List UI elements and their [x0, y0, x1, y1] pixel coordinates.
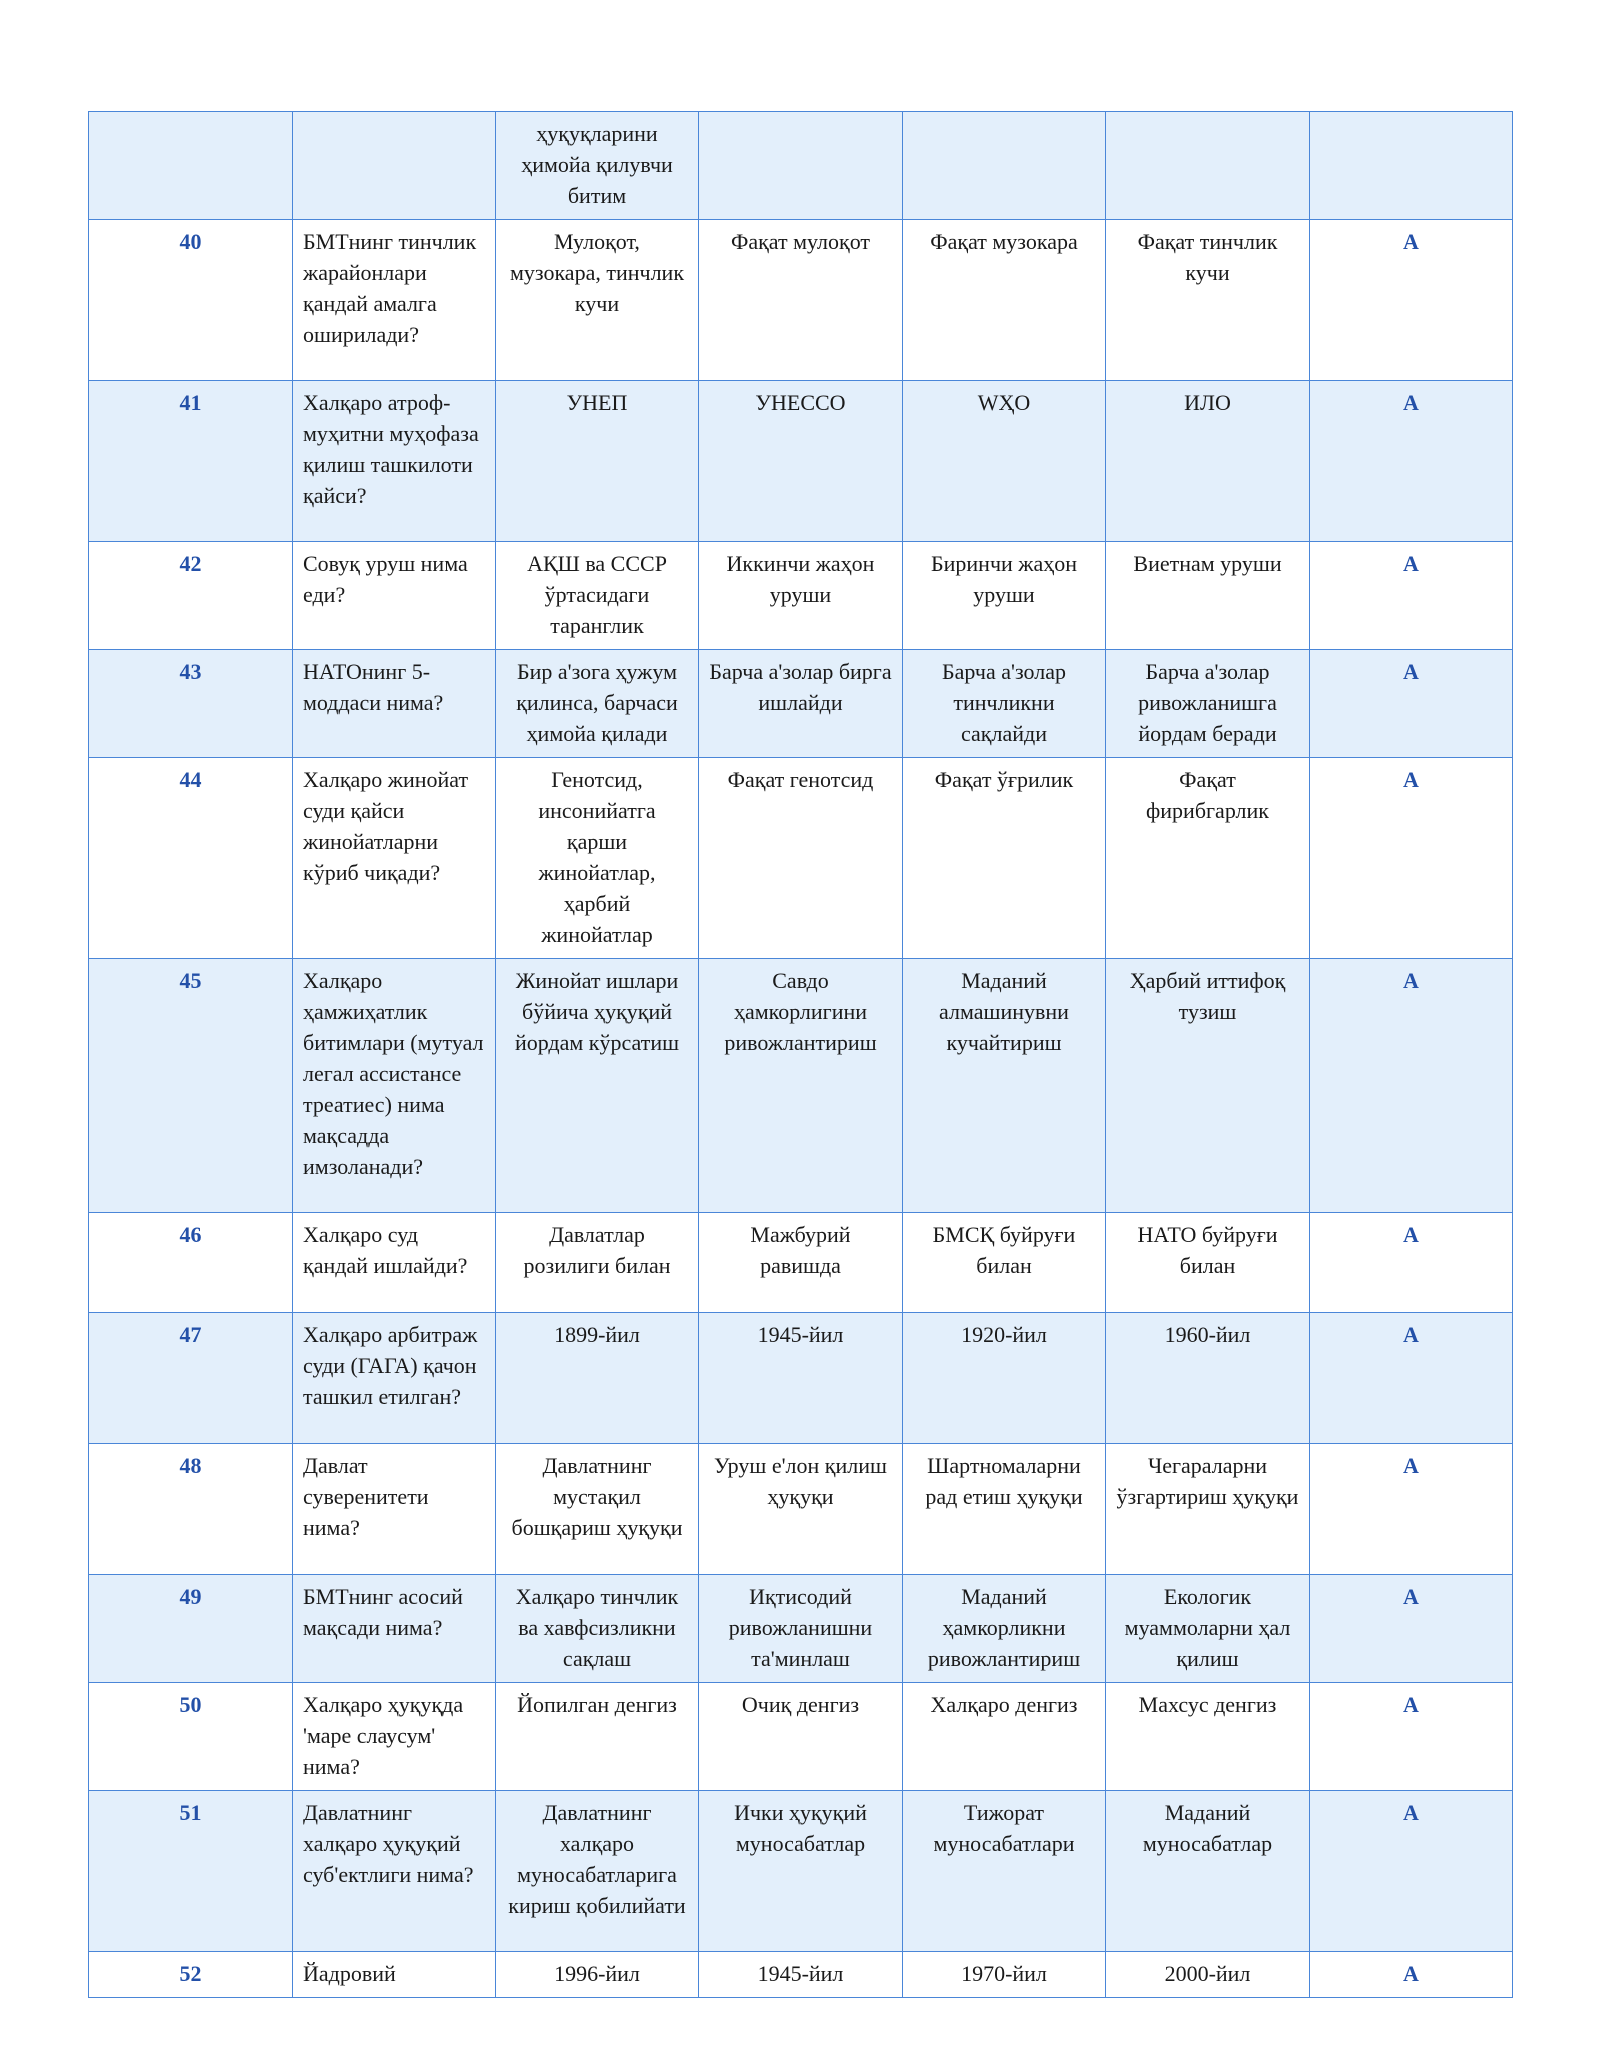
- option-a: Мулоқот, музокара, тинчлик кучи: [496, 220, 699, 381]
- option-b: 1945-йил: [699, 1952, 903, 1998]
- question-number: 46: [89, 1213, 293, 1313]
- option-b: Барча а'золар бирга ишлайди: [699, 650, 903, 758]
- question-number: 42: [89, 542, 293, 650]
- question-number: 41: [89, 381, 293, 542]
- correct-answer: A: [1310, 1683, 1513, 1791]
- option-a: Давлатлар розилиги билан: [496, 1213, 699, 1313]
- option-b: Ички ҳуқуқий муносабатлар: [699, 1791, 903, 1952]
- option-c: 1970-йил: [903, 1952, 1106, 1998]
- option-d: НАТО буйруғи билан: [1106, 1213, 1310, 1313]
- quiz-table: [88, 111, 1513, 1998]
- question-text: Халқаро атроф-муҳитни муҳофаза қилиш ташкилоти қайси?: [293, 381, 496, 542]
- question-text: [293, 112, 496, 220]
- option-a: УНЕП: [496, 381, 699, 542]
- option-d: Чегараларни ўзгартириш ҳуқуқи: [1106, 1444, 1310, 1575]
- option-c: Халқаро денгиз: [903, 1683, 1106, 1791]
- option-b: Иккинчи жаҳон уруши: [699, 542, 903, 650]
- correct-answer: A: [1310, 381, 1513, 542]
- option-d: Фақат тинчлик кучи: [1106, 220, 1310, 381]
- question-text: Давлат суверенитети нима?: [293, 1444, 496, 1575]
- option-d: Махсус денгиз: [1106, 1683, 1310, 1791]
- table-row: [89, 1791, 1513, 1952]
- option-a: ҳуқуқларини ҳимойа қилувчи битим: [496, 112, 699, 220]
- question-text: Совуқ уруш нима еди?: [293, 542, 496, 650]
- table-row: [89, 1952, 1513, 1998]
- option-d: Барча а'золар ривожланишга йордам беради: [1106, 650, 1310, 758]
- correct-answer: A: [1310, 220, 1513, 381]
- option-c: Маданий алмашинувни кучайтириш: [903, 959, 1106, 1213]
- correct-answer: [1310, 112, 1513, 220]
- table-row: [89, 542, 1513, 650]
- correct-answer: A: [1310, 542, 1513, 650]
- table-row: [89, 1575, 1513, 1683]
- question-text: Давлатнинг халқаро ҳуқуқий суб'ектлиги нима?: [293, 1791, 496, 1952]
- option-c: Фақат музокара: [903, 220, 1106, 381]
- document-page: [88, 111, 1512, 1998]
- option-b: УНЕССО: [699, 381, 903, 542]
- option-a: 1996-йил: [496, 1952, 699, 1998]
- question-text: Халқаро арбитраж суди (ГАГА) қачон ташкил етилган?: [293, 1313, 496, 1444]
- option-c: 1920-йил: [903, 1313, 1106, 1444]
- option-c: [903, 112, 1106, 220]
- table-row: [89, 381, 1513, 542]
- option-b: 1945-йил: [699, 1313, 903, 1444]
- table-row: [89, 1683, 1513, 1791]
- option-a: Генотсид, инсонийатга қарши жинойатлар, ҳарбий жинойатлар: [496, 758, 699, 959]
- option-b: [699, 112, 903, 220]
- question-text: НАТОнинг 5-моддаси нима?: [293, 650, 496, 758]
- table-row: [89, 758, 1513, 959]
- option-a: Бир а'зога ҳужум қилинса, барчаси ҳимойа қилади: [496, 650, 699, 758]
- question-number: 52: [89, 1952, 293, 1998]
- option-b: Фақат мулоқот: [699, 220, 903, 381]
- option-a: Давлатнинг мустақил бошқариш ҳуқуқи: [496, 1444, 699, 1575]
- question-number: [89, 112, 293, 220]
- option-c: Фақат ўғрилик: [903, 758, 1106, 959]
- table-row: [89, 1213, 1513, 1313]
- option-c: WҲО: [903, 381, 1106, 542]
- question-text: Йадровий: [293, 1952, 496, 1998]
- option-c: Тижорат муносабатлари: [903, 1791, 1106, 1952]
- question-text: БМТнинг асосий мақсади нима?: [293, 1575, 496, 1683]
- option-a: Халқаро тинчлик ва хавфсизликни сақлаш: [496, 1575, 699, 1683]
- option-d: ИЛО: [1106, 381, 1310, 542]
- question-number: 51: [89, 1791, 293, 1952]
- question-number: 44: [89, 758, 293, 959]
- option-d: 2000-йил: [1106, 1952, 1310, 1998]
- option-a: Жинойат ишлари бўйича ҳуқуқий йордам кўрсатиш: [496, 959, 699, 1213]
- option-d: Виетнам уруши: [1106, 542, 1310, 650]
- option-b: Очиқ денгиз: [699, 1683, 903, 1791]
- correct-answer: A: [1310, 1952, 1513, 1998]
- question-text: БМТнинг тинчлик жарайонлари қандай амалга оширилади?: [293, 220, 496, 381]
- correct-answer: A: [1310, 1313, 1513, 1444]
- table-row: [89, 1444, 1513, 1575]
- option-d: Фақат фирибгарлик: [1106, 758, 1310, 959]
- option-d: [1106, 112, 1310, 220]
- correct-answer: A: [1310, 758, 1513, 959]
- option-c: Барча а'золар тинчликни сақлайди: [903, 650, 1106, 758]
- option-a: АҚШ ва СССР ўртасидаги таранглик: [496, 542, 699, 650]
- question-text: Халқаро ҳуқуқда 'маре слаусум' нима?: [293, 1683, 496, 1791]
- table-row: [89, 959, 1513, 1213]
- option-c: Маданий ҳамкорликни ривожлантириш: [903, 1575, 1106, 1683]
- option-b: Мажбурий равишда: [699, 1213, 903, 1313]
- option-c: БМСҚ буйруғи билан: [903, 1213, 1106, 1313]
- option-b: Иқтисодий ривожланишни та'минлаш: [699, 1575, 903, 1683]
- option-d: Ҳарбий иттифоқ тузиш: [1106, 959, 1310, 1213]
- question-number: 47: [89, 1313, 293, 1444]
- table-row: [89, 112, 1513, 220]
- option-a: Давлатнинг халқаро муносабатларига кириш қобилийати: [496, 1791, 699, 1952]
- quiz-table-body: [89, 112, 1513, 1998]
- question-text: Халқаро суд қандай ишлайди?: [293, 1213, 496, 1313]
- correct-answer: A: [1310, 650, 1513, 758]
- question-number: 50: [89, 1683, 293, 1791]
- option-b: Савдо ҳамкорлигини ривожлантириш: [699, 959, 903, 1213]
- correct-answer: A: [1310, 1444, 1513, 1575]
- correct-answer: A: [1310, 1791, 1513, 1952]
- option-d: Маданий муносабатлар: [1106, 1791, 1310, 1952]
- option-b: Уруш е'лон қилиш ҳуқуқи: [699, 1444, 903, 1575]
- question-number: 43: [89, 650, 293, 758]
- option-b: Фақат генотсид: [699, 758, 903, 959]
- question-number: 45: [89, 959, 293, 1213]
- question-number: 48: [89, 1444, 293, 1575]
- question-text: Халқаро ҳамжиҳатлик битимлари (мутуал легал ассистансе треатиес) нима мақсадда имзоланади?: [293, 959, 496, 1213]
- option-c: Биринчи жаҳон уруши: [903, 542, 1106, 650]
- correct-answer: A: [1310, 1213, 1513, 1313]
- correct-answer: A: [1310, 1575, 1513, 1683]
- option-a: Йопилган денгиз: [496, 1683, 699, 1791]
- option-c: Шартномаларни рад етиш ҳуқуқи: [903, 1444, 1106, 1575]
- correct-answer: A: [1310, 959, 1513, 1213]
- table-row: [89, 220, 1513, 381]
- question-number: 40: [89, 220, 293, 381]
- question-number: 49: [89, 1575, 293, 1683]
- table-row: [89, 1313, 1513, 1444]
- table-row: [89, 650, 1513, 758]
- option-d: 1960-йил: [1106, 1313, 1310, 1444]
- option-d: Екологик муаммоларни ҳал қилиш: [1106, 1575, 1310, 1683]
- question-text: Халқаро жинойат суди қайси жинойатларни кўриб чиқади?: [293, 758, 496, 959]
- option-a: 1899-йил: [496, 1313, 699, 1444]
